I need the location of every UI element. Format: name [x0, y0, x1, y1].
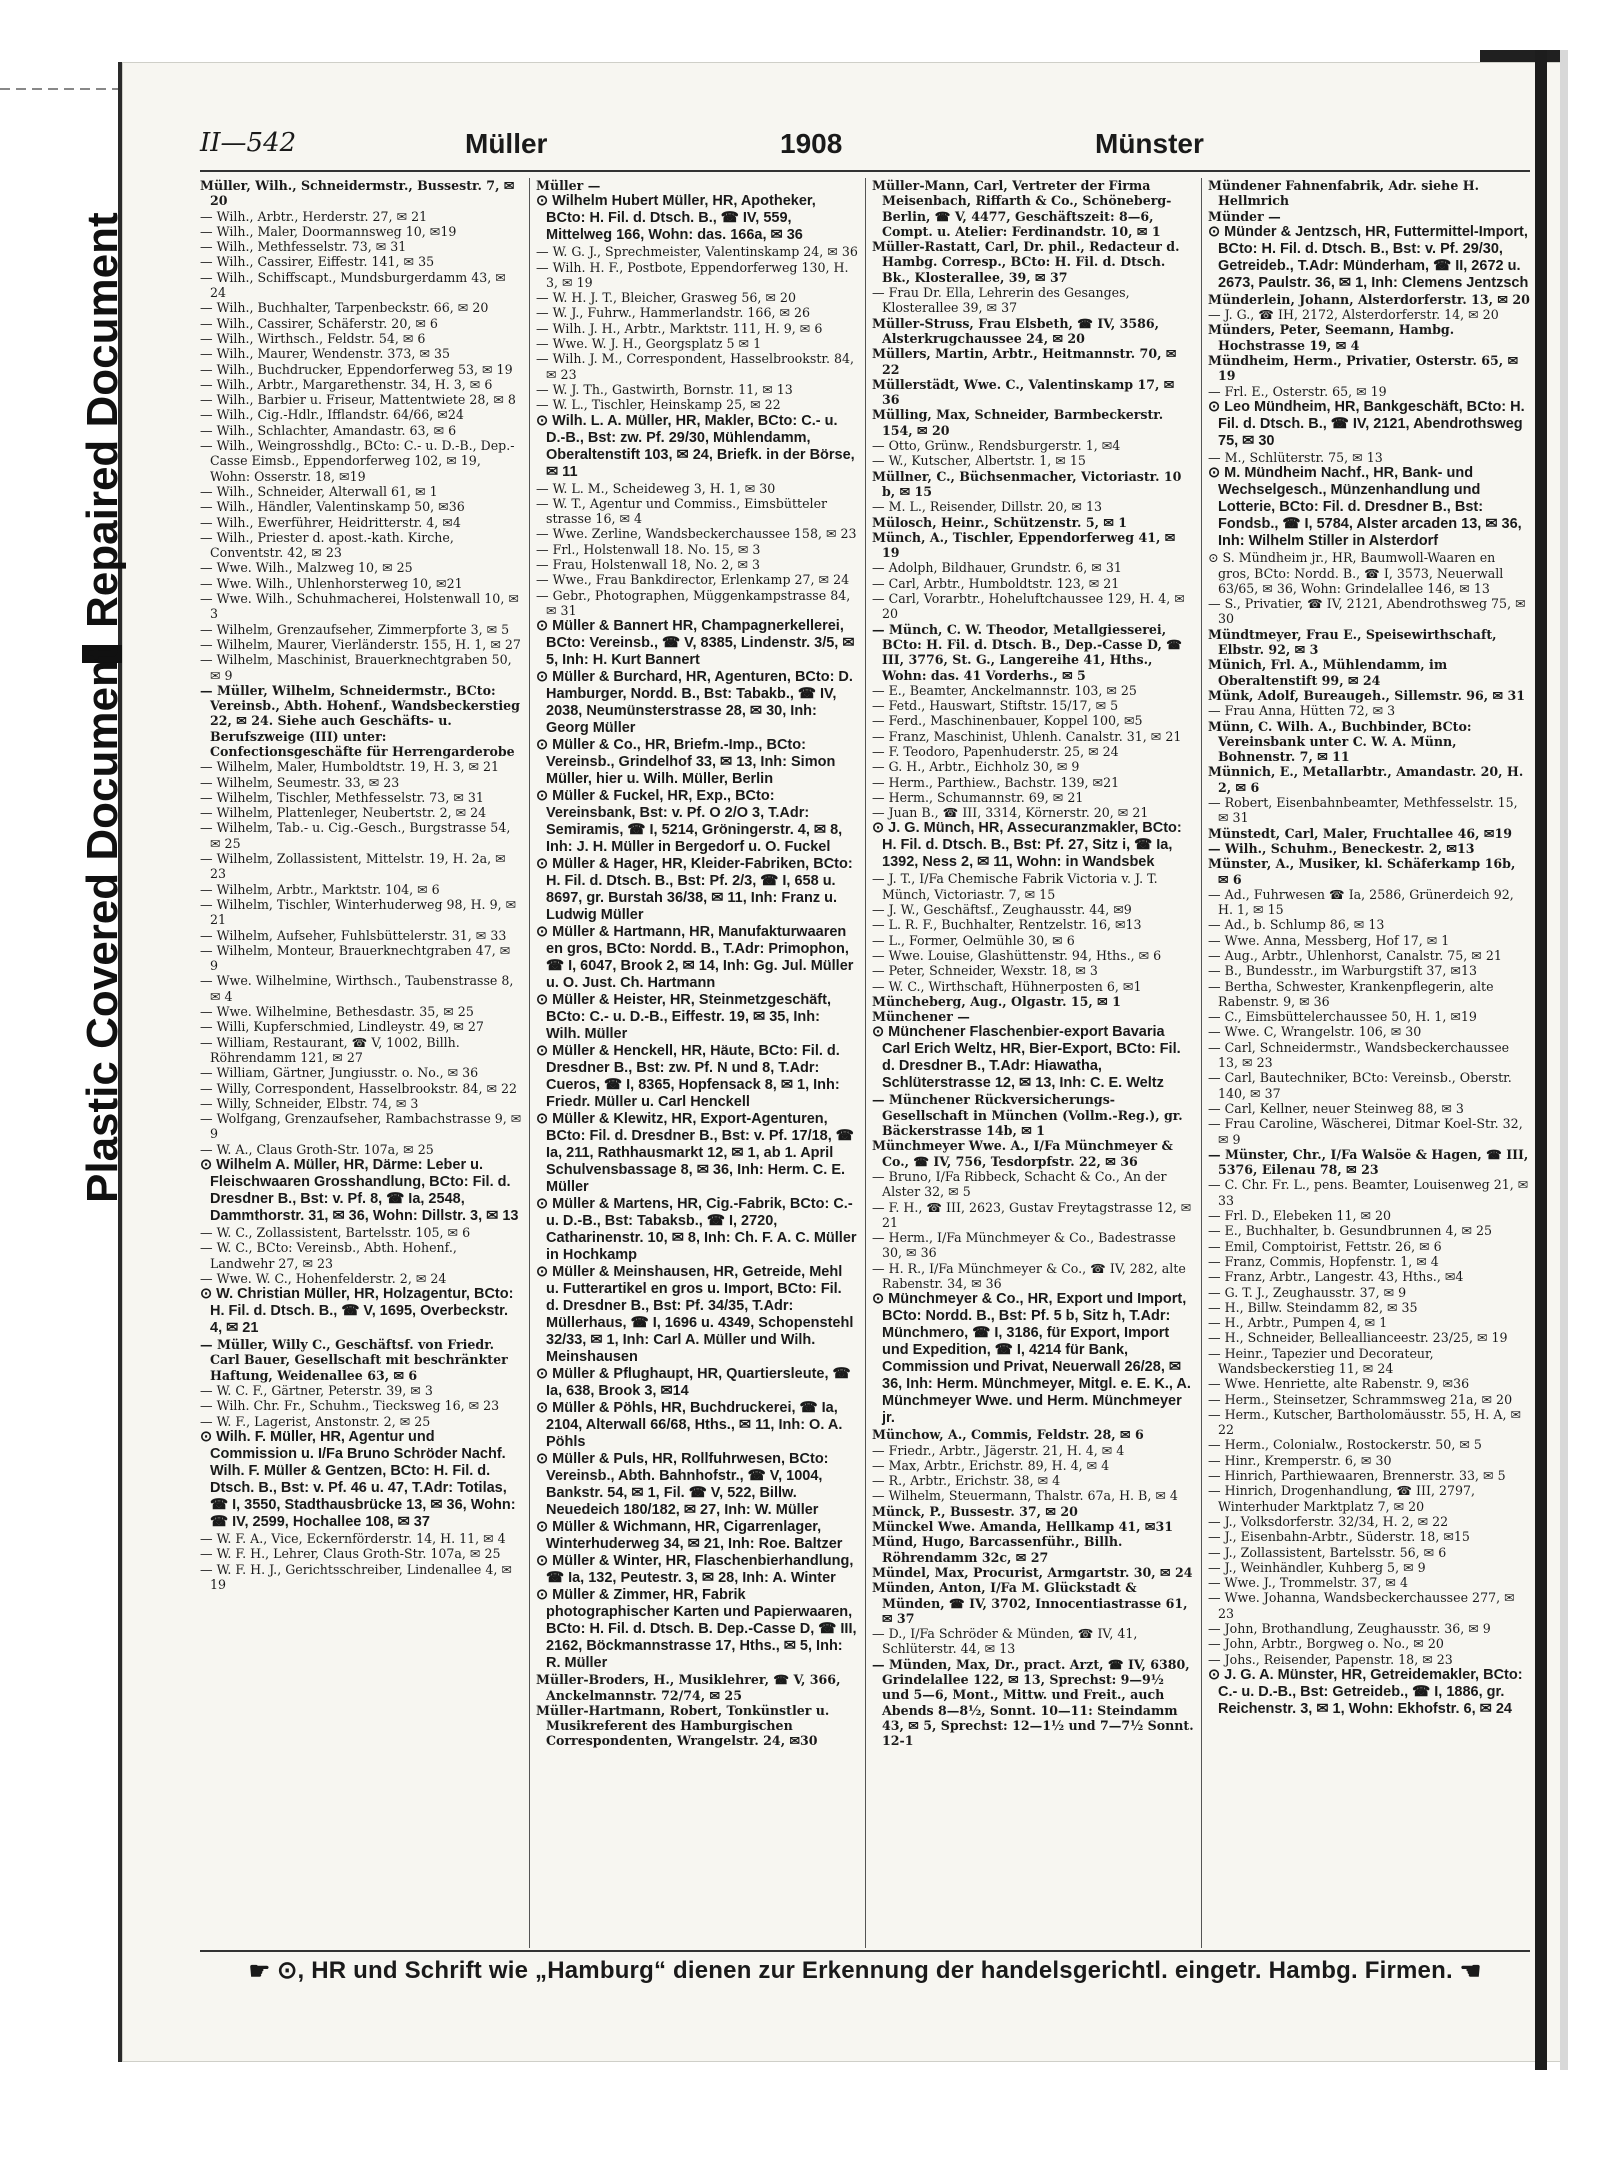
directory-entry: — Otto, Grünw., Rendsburgerstr. 1, ✉4	[872, 438, 1121, 454]
directory-entry: — Wilhelm, Maler, Humboldtstr. 19, H. 3, ✉ 21	[200, 759, 500, 775]
directory-entry: Münderlein, Johann, Alsterdorferstr. 13, ✉ 20	[1208, 291, 1530, 307]
directory-entry: ⊙ Müller & Co., HR, Briefm.-Imp., BCto: Vereinsb., Grindelhof 33, ✉ 13, Inh: Simon Müller, hier u. Wilh. Müller, Berlin	[536, 737, 836, 788]
directory-entry: Müller-Struss, Frau Elsbeth, ☎ IV, 3586, Alsterkrugchaussee 24, ✉ 20	[872, 315, 1160, 346]
directory-entry: — Münden, Max, Dr., pract. Arzt, ☎ IV, 6380, Grindelallee 122, ✉ 13, Sprechst: 9—9½ und 5—6, Mont., Mittw. und Freit., auch Abends 8—8½, Sonnt. 10—11: Steindamm 43, ✉ 5, Sprechst: 12—1½ und 7—7½ Sonnt. 12-1	[872, 1656, 1194, 1749]
directory-entry: — J., Eisenbahn-Arbtr., Süderstr. 18, ✉15	[1208, 1529, 1470, 1545]
directory-entry: Münch, A., Tischler, Eppendorferweg 41, ✉ 19	[872, 529, 1176, 561]
directory-entry: Münder —	[1208, 208, 1281, 224]
directory-entry: — Wilhelm, Grenzaufseher, Zimmerpforte 3, ✉ 5	[200, 621, 510, 637]
directory-entry: — Wilh. J. H., Arbtr., Marktstr. 111, H. 9, ✉ 6	[536, 320, 823, 336]
header-first-word: Müller	[465, 128, 548, 159]
directory-entry: — Wilh., Händler, Valentinskamp 50, ✉36	[200, 499, 465, 515]
header-year: 1908	[780, 128, 843, 159]
directory-entry: — W. A., Claus Groth-Str. 107a, ✉ 25	[200, 1141, 434, 1157]
directory-entry: — Wwe. Wilh., Schuhmacherei, Holstenwall 10, ✉ 3	[200, 591, 519, 622]
directory-entry: — C. Chr. Fr. L., pens. Beamter, Louisenweg 21, ✉ 33	[1208, 1177, 1529, 1208]
directory-entry: ⊙ Wilh. F. Müller, HR, Agentur und Commission u. I/Fa Bruno Schröder Nachf. Wilh. F. Müller & Gentzen, BCto: H. Fil. d. Dtsch. B., Bst: v. Pf. 46 u. 47, T.Adr: Totilas, ☎ I, 3550, Stadthausbrücke 13, ✉ 36, Wohn: ☎ IV, 2599, Hochallee 108, ✉ 37	[200, 1428, 516, 1530]
directory-entry: — Frau Dr. Ella, Lehrerin des Gesanges, Klosterallee 39, ✉ 37	[872, 285, 1130, 316]
directory-entry: Müllers, Martin, Arbtr., Heitmannstr. 70, ✉ 22	[872, 346, 1177, 377]
page-number: II—542	[200, 128, 297, 158]
directory-entry: — J. G., ☎ IH, 2172, Alsterdorferstr. 14, ✉ 20	[1208, 307, 1499, 323]
directory-entry: — Wilhelm, Steuermann, Thalstr. 67a, H. B, ✉ 4	[872, 1488, 1178, 1504]
column-2	[536, 178, 858, 1948]
directory-entry: — Wilh., Methfesselstr. 73, ✉ 31	[200, 239, 407, 255]
directory-entry: Müllner, C., Büchsenmacher, Victoriastr. 10 b, ✉ 15	[872, 468, 1182, 499]
header-last-word: Münster	[1095, 128, 1204, 159]
directory-entry: — W. C. F., Gärtner, Peterstr. 39, ✉ 3	[200, 1383, 433, 1399]
directory-entry: — Ad., b. Schlump 86, ✉ 13	[1208, 917, 1385, 933]
directory-entry: — Wilhelm, Zollassistent, Mittelstr. 19, H. 2a, ✉ 23	[200, 851, 506, 882]
directory-entry: — Emil, Comptoirist, Fettstr. 26, ✉ 6	[1208, 1238, 1442, 1254]
directory-entry: — Wilh. H. F., Postbote, Eppendorferweg 130, H. 3, ✉ 19	[536, 259, 849, 290]
directory-entry: ⊙ Müller & Martens, HR, Cig.-Fabrik, BCto: C.- u. D.-B., Bst: Tabaksb., ☎ I, 2720, Catharinenstr. 10, ✉ 8, Inh: Ch. F. A. C. Müller in Hochkamp	[536, 1196, 857, 1264]
directory-entry: — Bruno, I/Fa Ribbeck, Schacht & Co., An der Alster 32, ✉ 5	[872, 1168, 1167, 1200]
directory-entry: Müller-Broders, H., Musiklehrer, ☎ V, 366, Anckelmannstr. 72/74, ✉ 25	[536, 1672, 841, 1703]
crop-mark	[0, 88, 118, 90]
directory-entry: — E., Buchhalter, b. Gesundbrunnen 4, ✉ 25	[1208, 1223, 1493, 1239]
directory-entry: — Franz, Arbtr., Langestr. 43, Hths., ✉4	[1208, 1269, 1464, 1285]
directory-entry: — Wilh., Buchhalter, Tarpenbeckstr. 66, ✉ 20	[200, 300, 489, 316]
directory-entry: — W. F. H. J., Gerichtsschreiber, Lindenallee 4, ✉ 19	[200, 1561, 512, 1592]
page-edge-shadow	[1535, 50, 1547, 2070]
directory-entry: — Willy, Schneider, Elbstr. 74, ✉ 3	[200, 1095, 419, 1111]
directory-entry: — Wilh., Schneider, Alterwall 61, ✉ 1	[200, 483, 438, 499]
directory-entry: — Wilh., Cassirer, Eiffestr. 141, ✉ 35	[200, 254, 435, 270]
directory-entry: — Max, Arbtr., Erichstr. 89, H. 4, ✉ 4	[872, 1457, 1110, 1473]
directory-entry: — W. F. A., Vice, Eckernförderstr. 14, H. 11, ✉ 4	[200, 1530, 506, 1546]
directory-entry: Münckel Wwe. Amanda, Hellkamp 41, ✉31	[872, 1519, 1173, 1535]
directory-entry: — D., I/Fa Schröder & Münden, ☎ IV, 41, Schlüterstr. 44, ✉ 13	[872, 1626, 1138, 1657]
directory-entry: — Robert, Eisenbahnbeamter, Methfesselstr. 15, ✉ 31	[1208, 795, 1518, 826]
directory-entry: — Carl, Schneidermstr., Wandsbeckerchaussee 13, ✉ 23	[1208, 1039, 1510, 1071]
page-edge-paper	[1560, 50, 1568, 2070]
directory-entry: — F. Teodoro, Papenhuderstr. 25, ✉ 24	[872, 743, 1119, 759]
directory-entry: — Wilhelm, Maurer, Vierländerstr. 155, H. 1, ✉ 27	[200, 636, 521, 652]
directory-entry: — Hinr., Kremperstr. 6, ✉ 30	[1208, 1452, 1392, 1468]
directory-entry: — Wilh. J. M., Correspondent, Hasselbrookstr. 84, ✉ 23	[536, 351, 855, 382]
directory-entry: — Herm., Colonialw., Rostockerstr. 50, ✉ 5	[1208, 1437, 1482, 1453]
directory-entry: Münich, Frl. A., Mühlendamm, im Oberaltenstift 99, ✉ 24	[1208, 657, 1448, 688]
directory-entry: — Müller, Willy C., Geschäftsf. von Friedr. Carl Bauer, Gesellschaft mit beschränkter Haftung, Weidenallee 63, ✉ 6	[200, 1337, 508, 1383]
directory-entry: — Wilh., Schiffscapt., Mundsburgerdamm 43, ✉ 24	[200, 269, 506, 301]
directory-entry: — Münch, C. W. Theodor, Metallgiesserei, BCto: H. Fil. d. Dtsch. B., Dep.-Casse D, ☎ III, 3776, St. G., Langereihe 41, Hths., Wohn: das. 41 Vorderhs., ✉ 5	[872, 621, 1182, 683]
directory-entry: — Fetd., Hauswart, Stiftstr. 15/17, ✉ 5	[872, 698, 1119, 714]
directory-entry: — Wwe. Johanna, Wandsbeckerchaussee 277, ✉ 23	[1208, 1590, 1515, 1621]
directory-entry: — H. R., I/Fa Münchmeyer & Co., ☎ IV, 282, alte Rabenstr. 34, ✉ 36	[872, 1260, 1186, 1291]
column-rule	[1201, 178, 1202, 1948]
directory-entry: Müncheberg, Aug., Olgastr. 15, ✉ 1	[872, 993, 1121, 1009]
directory-entry: — Willy, Correspondent, Hasselbrookstr. 84, ✉ 22	[200, 1080, 518, 1096]
directory-entry: — Wilhelm, Maschinist, Brauerknechtgraben 50, ✉ 9	[200, 652, 512, 683]
directory-entry: Müllerstädt, Wwe. C., Valentinskamp 17, ✉ 36	[872, 376, 1175, 408]
directory-entry: — Frl., Holstenwall 18. No. 15, ✉ 3	[536, 541, 761, 557]
directory-entry: — J., Zollassistent, Bartelsstr. 56, ✉ 6	[1208, 1544, 1447, 1560]
directory-entry: ⊙ Münchener Flaschenbier-export Bavaria Carl Erich Weltz, HR, Bier-Export, BCto: Fil. d. Dresdner B., T.Adr: Hiawatha, Schlüterstrasse 12, ✉ 13, Inh: C. E. Weltz	[872, 1024, 1181, 1092]
directory-entry: — W. F. H., Lehrer, Claus Groth-Str. 107a, ✉ 25	[200, 1546, 501, 1562]
directory-entry: Müller —	[536, 178, 601, 193]
directory-entry: — Wilh. Chr. Fr., Schuhm., Tiecksweg 16, ✉ 23	[200, 1398, 500, 1414]
directory-entry: Mündheim, Herm., Privatier, Osterstr. 65, ✉ 19	[1208, 353, 1519, 384]
directory-entry: — Carl, Vorarbtr., Hoheluftchaussee 129, H. 4, ✉ 20	[872, 591, 1185, 622]
directory-entry: ⊙ S. Mündheim jr., HR, Baumwoll-Waaren en gros, BCto: Nordd. B., ☎ I, 3573, Neuerwall 63/65, ✉ 36, Wohn: Grindelallee 146, ✉ 13	[1208, 550, 1504, 596]
directory-entry: — W. C., Zollassistent, Bartelsstr. 105, ✉ 6	[200, 1225, 471, 1240]
directory-entry: — William, Restaurant, ☎ V, 1002, Billh. Röhrendamm 121, ✉ 27	[200, 1034, 460, 1065]
directory-entry: ⊙ Müller & Zimmer, HR, Fabrik photographischer Karten und Papierwaaren, BCto: H. Fil. d. Dtsch. B. Dep.-Casse D, ☎ III, 2162, Böckmannstrasse 17, Hths., ✉ 5, Inh: R. Müller	[536, 1587, 857, 1672]
directory-entry: — J. T., I/Fa Chemische Fabrik Victoria v. J. T. Münch, Victoriastr. 7, ✉ 15	[872, 871, 1158, 902]
directory-entry: — W. G. J., Sprechmeister, Valentinskamp 24, ✉ 36	[536, 244, 858, 260]
directory-entry: — Wilh., Wirthsch., Feldstr. 54, ✉ 6	[200, 330, 426, 346]
directory-entry: ⊙ Wilhelm Hubert Müller, HR, Apotheker, BCto: H. Fil. d. Dtsch. B., ☎ IV, 559, Mittelweg 166, Wohn: das. 166a, ✉ 36	[536, 193, 816, 244]
pointing-hand-right-icon: ☚	[1459, 1958, 1482, 1986]
directory-entry: — John, Brothandlung, Zeughausstr. 36, ✉ 9	[1208, 1621, 1491, 1637]
directory-entry: — G. H., Arbtr., Eichholz 30, ✉ 9	[872, 759, 1080, 775]
directory-entry: — Bertha, Schwester, Krankenpflegerin, alte Rabenstr. 9, ✉ 36	[1208, 978, 1494, 1009]
directory-entry: — Wwe. Wilh., Uhlenhorsterweg 10, ✉21	[200, 575, 463, 591]
directory-entry: ⊙ Münchmeyer & Co., HR, Export und Import, BCto: Nordd. B., Bst: Pf. 5 b, Sitz h, T.Adr: Münchmero, ☎ I, 3186, für Export, Import und Expedition, ☎ I, 4214 für Bank, Commission und Privat, Neuerwall 26/28, ✉ 36, Inh: Herm. Münchmeyer, Mitgl. e. E. K., A. Münchmeyer Wwe. und Herm. Münchmeyer jr.	[872, 1291, 1191, 1427]
directory-entry: — Hinrich, Parthiewaaren, Brennerstr. 33, ✉ 5	[1208, 1468, 1506, 1484]
directory-entry: — Wilhelm, Monteur, Brauerknechtgraben 47, ✉ 9	[200, 942, 511, 974]
directory-entry: — Franz, Maschinist, Uhlenh. Canalstr. 31, ✉ 21	[872, 728, 1182, 744]
directory-entry: — Wilh., Maurer, Wendenstr. 373, ✉ 35	[200, 346, 451, 362]
directory-entry: — Wilhelm, Tab.- u. Cig.-Gesch., Burgstrasse 54, ✉ 25	[200, 820, 511, 851]
directory-entry: — Wwe. C, Wrangelstr. 106, ✉ 30	[1208, 1024, 1422, 1040]
directory-entry: — William, Gärtner, Jungiusstr. o. No., ✉ 36	[200, 1065, 479, 1081]
directory-entry: Mündtmeyer, Frau E., Speisewirthschaft, Elbstr. 92, ✉ 3	[1208, 626, 1497, 658]
directory-entry: — Friedr., Arbtr., Jägerstr. 21, H. 4, ✉ 4	[872, 1442, 1125, 1458]
directory-entry: — W. F., Lagerist, Anstonstr. 2, ✉ 25	[200, 1413, 431, 1429]
directory-entry: — John, Arbtr., Borgweg o. No., ✉ 20	[1208, 1636, 1444, 1652]
directory-entry: — J., Weinhändler, Kuhberg 5, ✉ 9	[1208, 1559, 1426, 1575]
directory-entry: — Wwe. W. J. H., Georgsplatz 5 ✉ 1	[536, 336, 762, 352]
directory-entry: — Herm., I/Fa Münchmeyer & Co., Badestrasse 30, ✉ 36	[872, 1230, 1176, 1261]
directory-entry: — W. L., Tischler, Heinskamp 25, ✉ 22	[536, 397, 781, 413]
directory-entry: — Aug., Arbtr., Uhlenhorst, Canalstr. 75, ✉ 21	[1208, 947, 1502, 963]
directory-entry: ⊙ W. Christian Müller, HR, Holzagentur, BCto: H. Fil. d. Dtsch. B., ☎ V, 1695, Overbeckstr. 4, ✉ 21	[200, 1286, 514, 1337]
directory-entry: — Wwe. W. C., Hohenfelderstr. 2, ✉ 24	[200, 1270, 447, 1286]
directory-entry: — Wwe. Zerline, Wandsbeckerchaussee 158, ✉ 23	[536, 526, 857, 542]
directory-entry: — H., Schneider, Belleallianceestr. 23/25, ✉ 19	[1208, 1330, 1508, 1346]
directory-entry: — Wilh., Arbtr., Margarethenstr. 34, H. 3, ✉ 6	[200, 376, 493, 392]
directory-entry: — Peter, Schneider, Wexstr. 18, ✉ 3	[872, 963, 1098, 979]
directory-entry: — E., Beamter, Anckelmannstr. 103, ✉ 25	[872, 682, 1137, 698]
page-footer	[200, 1956, 1530, 1996]
directory-entry: Müller-Rastatt, Carl, Dr. phil., Redacteur d. Hambg. Corresp., BCto: H. Fil. d. Dtsch. Bk., Klosterallee, 39, ✉ 37	[872, 239, 1180, 285]
directory-entry: ⊙ Müller & Fuckel, HR, Exp., BCto: Vereinsbank, Bst: v. Pf. O 2/O 3, T.Adr: Semiramis, ☎ I, 5214, Gröningerstr. 4, ✉ 8, Inh: J. H. Müller in Bergedorf u. O. Fuckel	[536, 788, 843, 856]
directory-entry: — Wilh., Schlachter, Amandastr. 63, ✉ 6	[200, 422, 457, 438]
header-rule	[200, 170, 1530, 172]
directory-entry: — J. W., Geschäftsf., Zeughausstr. 44, ✉9	[872, 902, 1132, 918]
directory-entry: — Carl, Arbtr., Humboldtstr. 123, ✉ 21	[872, 575, 1120, 591]
directory-entry: — Wilhelm, Aufseher, Fuhlsbüttelerstr. 31, ✉ 33	[200, 927, 507, 943]
directory-entry: — Wwe. Henriette, alte Rabenstr. 9, ✉36	[1208, 1376, 1470, 1392]
directory-entry: — Hinrich, Drogenhandlung, ☎ III, 2797, Winterhuder Marktplatz 7, ✉ 20	[1208, 1483, 1476, 1514]
directory-entry: — Münchener Rückversicherungs-Gesellschaft in München (Vollm.-Reg.), gr. Bäckerstrasse 14b, ✉ 1	[872, 1092, 1183, 1139]
directory-entry: — W. J. Th., Gastwirth, Bornstr. 11, ✉ 13	[536, 381, 793, 397]
directory-entry: — Wwe., Frau Bankdirector, Erlenkamp 27, ✉ 24	[536, 572, 850, 588]
directory-entry: — Wilhelm, Seumestr. 33, ✉ 23	[200, 774, 400, 790]
directory-entry: — Gebr., Photographen, Müggenkampstrasse 84, ✉ 31	[536, 587, 851, 618]
directory-entry: Münchener —	[872, 1009, 970, 1025]
directory-entry: — Frau Caroline, Wäscherei, Ditmar Koel-Str. 32, ✉ 9	[1208, 1116, 1523, 1147]
repaired-document-label: Repaired Document	[78, 212, 127, 628]
directory-entry: ⊙ M. Mündheim Nachf., HR, Bank- und Wechselgesch., Münzenhandlung und Lotterie, BCto: Fil. d. Dresdner B., Bst: Fondsb., ☎ I, 5784, Alster arcaden 13, ✉ 36, Inh: Wilhelm Stiller in Alsterdorf	[1208, 465, 1522, 550]
directory-entry: — Frau, Holstenwall 18, No. 2, ✉ 3	[536, 557, 761, 573]
directory-entry: — W. H. J. T., Bleicher, Grasweg 56, ✉ 20	[536, 290, 796, 306]
directory-entry: — Wolfgang, Grenzaufseher, Rambachstrasse 9, ✉ 9	[200, 1111, 522, 1142]
directory-entry: Münnich, E., Metallarbtr., Amandastr. 20, H. 2, ✉ 6	[1208, 764, 1524, 795]
directory-entry: Münden, Anton, I/Fa M. Glückstadt & Münden, ☎ IV, 3702, Innocentiastrasse 61, ✉ 37	[872, 1580, 1188, 1626]
footer-rule	[200, 1950, 1530, 1952]
directory-entry: — Wilhelm, Tischler, Methfesselstr. 73, ✉ 31	[200, 789, 484, 805]
column-1	[200, 178, 522, 1948]
column-rule	[529, 178, 530, 1948]
directory-entry: — Wilh., Ewerführer, Heidritterstr. 4, ✉4	[200, 514, 461, 530]
directory-entry: ⊙ Müller & Klewitz, HR, Export-Agenturen, BCto: Fil. d. Dresdner B., Bst: v. Pf. 17/18, ☎ Ia, 211, Rathhausmarkt 12, ✉ 1, ab 1. April Schulvensbassage 8, ✉ 36, Inh: Herm. C. E. Müller	[536, 1111, 854, 1196]
directory-entry: — Herm., Steinsetzer, Schrammsweg 21a, ✉ 20	[1208, 1391, 1513, 1407]
pointing-hand-left-icon: ☛	[248, 1958, 271, 1986]
directory-entry: ⊙ Müller & Puls, HR, Rollfuhrwesen, BCto: Vereinsb., Abth. Bahnhofstr., ☎ V, 1004, Bankstr. 54, ✉ 1, Fil. ☎ V, 522, Billw. Neuedeich 180/182, ✉ 27, Inh: W. Müller	[536, 1451, 829, 1519]
directory-entry: — Heinr., Tapezier und Decorateur, Wandsbeckerstieg 11, ✉ 24	[1208, 1345, 1434, 1376]
directory-entry: — Willi, Kupferschmied, Lindleystr. 49, ✉ 27	[200, 1019, 484, 1035]
directory-entry: — Adolph, Bildhauer, Grundstr. 6, ✉ 31	[872, 560, 1122, 576]
directory-entry: — Wwe. Louise, Glashüttenstr. 94, Hths., ✉ 6	[872, 947, 1162, 963]
directory-entry: — Wilhelm, Tischler, Winterhuderweg 98, H. 9, ✉ 21	[200, 896, 517, 928]
column-3	[872, 178, 1194, 1948]
directory-entry: — M. L., Reisender, Dillstr. 20, ✉ 13	[872, 499, 1102, 515]
directory-entry: — H., Arbtr., Pumpen 4, ✉ 1	[1208, 1315, 1388, 1331]
directory-entry: Mülling, Max, Schneider, Barmbeckerstr. 154, ✉ 20	[872, 407, 1164, 438]
directory-entry: — Wilh., Buchdrucker, Eppendorferweg 53, ✉ 19	[200, 361, 513, 377]
directory-entry: Müller-Hartmann, Robert, Tonkünstler u. Musikreferent des Hamburgischen Correspondenten, Wrangelstr. 24, ✉30	[536, 1702, 830, 1749]
directory-entry: Mündener Fahnenfabrik, Adr. siehe H. Hellmrich	[1208, 178, 1479, 209]
plastic-covered-document-label: Plastic Covered Document	[78, 645, 127, 1203]
directory-entry: — H., Billw. Steindamm 82, ✉ 35	[1208, 1299, 1418, 1315]
directory-entry: — W. J., Fuhrw., Hammerlandstr. 166, ✉ 26	[536, 305, 811, 321]
directory-entry: Münn, C. Wilh. A., Buchbinder, BCto: Vereinsbank unter C. W. A. Münn, Bohnenstr. 7, ✉ 11	[1208, 718, 1472, 765]
directory-entry: ⊙ J. G. Münch, HR, Assecuranzmakler, BCto: H. Fil. d. Dtsch. B., Bst: Pf. 27, Sitz i, ☎ Ia, 1392, Ness 2, ✉ 11, Wohn: in Wandsbek	[872, 820, 1182, 871]
directory-entry: — Wwe. J., Trommelstr. 37, ✉ 4	[1208, 1575, 1408, 1591]
directory-entry: — Wilhelm, Plattenleger, Neubertstr. 2, ✉ 24	[200, 805, 487, 821]
directory-entry: ⊙ Müller & Meinshausen, HR, Getreide, Mehl u. Futterartikel en gros u. Import, BCto: Fil. d. Dresdner B., Bst: Pf. 34/35, T.Adr: Müllerhaus, ☎ I, 1696 u. 4349, Schopenstehl 32/33, ✉ 1, Inh: Carl A. Müller und Wilh. Meinshausen	[536, 1264, 854, 1366]
directory-entry: Mündel, Max, Procurist, Armgartstr. 30, ✉ 24	[872, 1564, 1193, 1580]
directory-entry: — Wilh., Cassirer, Schäferstr. 20, ✉ 6	[200, 315, 438, 331]
directory-entry: ⊙ Müller & Heister, HR, Steinmetzgeschäft, BCto: C.- u. D.-B., Eiffestr. 19, ✉ 35, Inh: Wilh. Müller	[536, 992, 831, 1043]
directory-entry: — Carl, Kellner, neuer Steinweg 88, ✉ 3	[1208, 1100, 1464, 1116]
directory-entry: Münstedt, Carl, Maler, Fruchtallee 46, ✉19	[1208, 825, 1512, 841]
column-rule	[865, 178, 866, 1948]
directory-entry: ⊙ Müller & Burchard, HR, Agenturen, BCto: D. Hamburger, Nordd. B., Bst: Tabakb., ☎ IV, 2038, Neumünsterstrasse 28, ✉ 30, Inh: Georg Müller	[536, 669, 853, 737]
directory-entry: — Wilh., Barbier u. Friseur, Mattentwiete 28, ✉ 8	[200, 392, 516, 408]
directory-entry: — Wilh., Maler, Doormannsweg 10, ✉19	[200, 223, 457, 239]
directory-entry: — Wilhelm, Arbtr., Marktstr. 104, ✉ 6	[200, 881, 440, 897]
directory-entry: Münster, A., Musiker, kl. Schäferkamp 16b, ✉ 6	[1208, 856, 1516, 887]
directory-entry: ⊙ Müller & Bannert HR, Champagnerkellerei, BCto: Vereinsb., ☎ V, 8385, Lindenstr. 3/5, ✉ 5, Inh: H. Kurt Bannert	[536, 618, 855, 669]
directory-entry: Münd, Hugo, Barcassenführ., Billh. Röhrendamm 32c, ✉ 27	[872, 1534, 1123, 1565]
directory-entry: — F. H., ☎ III, 2623, Gustav Freytagstrasse 12, ✉ 21	[872, 1199, 1192, 1230]
directory-entry: Müller, Wilh., Schneidermstr., Bussestr. 7, ✉ 20	[200, 178, 515, 209]
directory-entry: ⊙ Müller & Pöhls, HR, Buchdruckerei, ☎ Ia, 2104, Alterwall 66/68, Hths., ✉ 11, Inh: O. A. Pöhls	[536, 1400, 843, 1451]
directory-entry: ⊙ Müller & Pflughaupt, HR, Quartiersleute, ☎ Ia, 638, Brook 3, ✉14	[536, 1366, 851, 1400]
directory-entry: — Wilh., Weingrosshdlg., BCto: C.- u. D.-B., Dep.-Casse Eimsb., Eppendorferweg 102, ✉ 19, Wohn: Osserstr. 18, ✉19	[200, 438, 515, 484]
footer-note: ⊙, HR und Schrift wie „Hamburg“ dienen zur Erkennung der handelsgerichtl. eingetr. Hambg. Firmen.	[277, 1957, 1453, 1984]
directory-entry: — L. R. F., Buchhalter, Rentzelstr. 16, ✉13	[872, 917, 1142, 933]
directory-entry: — Wilh., Priester d. apost.-kath. Kirche, Conventstr. 42, ✉ 23	[200, 529, 454, 561]
directory-entry: ⊙ Müller & Henckell, HR, Häute, BCto: Fil. d. Dresdner B., Bst: zw. Pf. N und 8, T.Adr: Cueros, ☎ I, 8365, Hopfensack 8, ✉ 1, Inh: Friedr. Müller u. Carl Henckell	[536, 1043, 840, 1111]
directory-entry: — W., Kutscher, Albertstr. 1, ✉ 15	[872, 453, 1086, 469]
directory-entry: — G. T. J., Zeughausstr. 37, ✉ 9	[1208, 1284, 1407, 1300]
directory-entry: — B., Bundesstr., im Warburgstift 37, ✉13	[1208, 963, 1477, 979]
directory-entry: — Herm., Kutscher, Bartholomäusstr. 55, H. A, ✉ 22	[1208, 1406, 1522, 1438]
directory-entry: — Wilh., Cig.-Hdlr., Ifflandstr. 64/66, ✉24	[200, 407, 464, 423]
directory-entry: Münk, Adolf, Bureaugeh., Sillemstr. 96, ✉ 31	[1208, 687, 1526, 703]
directory-entry: — Wilh., Schuhm., Beneckestr. 2, ✉13	[1208, 840, 1475, 856]
directory-entry: — Wwe. Wilhelmine, Bethesdastr. 35, ✉ 25	[200, 1004, 474, 1020]
scan-background	[0, 0, 1600, 50]
directory-entry: — Frau Anna, Hütten 72, ✉ 3	[1208, 703, 1396, 719]
directory-columns	[200, 178, 1530, 1948]
directory-entry: ⊙ J. G. A. Münster, HR, Getreidemakler, BCto: C.- u. D.-B., Bst: Getreideb., ☎ I, 1886, gr. Reichenstr. 3, ✉ 1, Wohn: Ekhofstr. 6, ✉ 24	[1208, 1666, 1523, 1717]
directory-entry: — Herm., Parthiew., Bachstr. 139, ✉21	[872, 774, 1120, 790]
directory-entry: ⊙ Müller & Wichmann, HR, Cigarrenlager, Winterhuderweg 34, ✉ 21, Inh: Roe. Baltzer	[536, 1519, 843, 1553]
directory-entry: — Frl. E., Osterstr. 65, ✉ 19	[1208, 383, 1387, 399]
directory-entry: — Müller, Wilhelm, Schneidermstr., BCto: Vereinsb., Abth. Hohenf., Wandsbeckerstieg 22, ✉ 24. Siehe auch Geschäfts- u. Berufszweige (III) unter: Confectionsgeschäfte für Herrengarderobe	[200, 682, 520, 759]
directory-entry: Mülosch, Heinr., Schützenstr. 5, ✉ 1	[872, 514, 1128, 530]
directory-entry: Münders, Peter, Seemann, Hambg. Hochstrasse 19, ✉ 4	[1208, 322, 1455, 353]
directory-entry: — Johs., Reisender, Papenstr. 18, ✉ 23	[1208, 1651, 1453, 1667]
directory-entry: — J., Volksdorferstr. 32/34, H. 2, ✉ 22	[1208, 1513, 1449, 1529]
directory-entry: ⊙ Münder & Jentzsch, HR, Futtermittel-Import, BCto: H. Fil. d. Dtsch. B., Bst: v. Pf. 29/30, Getreideb., T.Adr: Münderham, ☎ II, 2672 u. 2673, Paulstr. 36, ✉ 1, Inh: Clemens Jentzsch	[1208, 223, 1529, 291]
directory-entry: Münchmeyer Wwe. A., I/Fa Münchmeyer & Co., ☎ IV, 756, Tesdorpfstr. 22, ✉ 36	[872, 1138, 1173, 1169]
directory-entry: ⊙ Müller & Hager, HR, Kleider-Fabriken, BCto: H. Fil. d. Dtsch. B., Bst: Pf. 2/3, ☎ I, 658 u. 8697, gr. Burstah 36/38, ✉ 11, Inh: Franz u. Ludwig Müller	[536, 856, 853, 924]
directory-entry: — Franz, Commis, Hopfenstr. 1, ✉ 4	[1208, 1253, 1439, 1269]
directory-entry: — W. L. M., Scheideweg 3, H. 1, ✉ 30	[536, 480, 776, 496]
directory-entry: ⊙ Wilh. L. A. Müller, HR, Makler, BCto: C.- u. D.-B., Bst: zw. Pf. 29/30, Mühlendamm, Oberaltenstift 103, ✉ 24, Briefk. in der Börse, ✉ 11	[536, 412, 855, 480]
directory-entry: ⊙ Wilhelm A. Müller, HR, Därme: Leber u. Fleischwaaren Grosshandlung, BCto: Fil. d. Dresdner B., Bst: v. Pf. 8, ☎ Ia, 2548, Dammthorstr. 31, ✉ 36, Wohn: Dillstr. 3, ✉ 13	[200, 1157, 519, 1224]
directory-entry: — Ferd., Maschinenbauer, Koppel 100, ✉5	[872, 713, 1143, 729]
directory-entry: — W. T., Agentur und Commiss., Eimsbütteler strasse 16, ✉ 4	[536, 495, 828, 527]
directory-entry: Münchow, A., Commis, Feldstr. 28, ✉ 6	[872, 1427, 1144, 1443]
directory-entry: Münck, P., Bussestr. 37, ✉ 20	[872, 1503, 1078, 1519]
directory-entry: — Ad., Fuhrwesen ☎ Ia, 2586, Grünerdeich 92, H. 1, ✉ 15	[1208, 886, 1514, 918]
directory-entry: — Wilh., Arbtr., Herderstr. 27, ✉ 21	[200, 208, 428, 224]
directory-entry: — Herm., Schumannstr. 69, ✉ 21	[872, 789, 1084, 805]
directory-entry: — S., Privatier, ☎ IV, 2121, Abendrothsweg 75, ✉ 30	[1208, 596, 1526, 627]
directory-entry: — C., Eimsbüttelerchaussee 50, H. 1, ✉19	[1208, 1009, 1477, 1025]
directory-entry: — W. C., BCto: Vereinsb., Abth. Hohenf., Landwehr 27, ✉ 23	[200, 1240, 457, 1271]
directory-entry: — Wwe. Wilhelmine, Wirthsch., Taubenstrasse 8, ✉ 4	[200, 973, 514, 1004]
column-4	[1208, 178, 1530, 1948]
directory-entry: — Juan B., ☎ III, 3314, Körnerstr. 20, ✉ 21	[872, 805, 1149, 821]
directory-entry: ⊙ Leo Mündheim, HR, Bankgeschäft, BCto: H. Fil. d. Dtsch. B., ☎ IV, 2121, Abendrothsweg 75, ✉ 30	[1208, 398, 1525, 449]
directory-entry: — Münster, Chr., I/Fa Walsöe & Hagen, ☎ III, 5376, Eilenau 78, ✉ 23	[1208, 1146, 1529, 1178]
directory-entry: Müller-Mann, Carl, Vertreter der Firma Meisenbach, Riffarth & Co., Schöneberg-Berlin, ☎ V, 4477, Geschäftszeit: 8—6, Compt. u. Atelier: Ferdinandstr. 10, ✉ 1	[872, 178, 1172, 239]
directory-entry: ⊙ Müller & Winter, HR, Flaschenbierhandlung, ☎ Ia, 132, Peutestr. 3, ✉ 28, Inh: A. Winter	[536, 1553, 854, 1587]
directory-entry: — Wwe. Anna, Messberg, Hof 17, ✉ 1	[1208, 932, 1450, 948]
directory-entry: ⊙ Müller & Hartmann, HR, Manufakturwaaren en gros, BCto: Nordd. B., T.Adr: Primophon, ☎ I, 6047, Brook 2, ✉ 14, Inh: Gg. Jul. Müller u. O. Just. Ch. Hartmann	[536, 924, 854, 992]
directory-entry: — R., Arbtr., Erichstr. 38, ✉ 4	[872, 1473, 1061, 1489]
directory-entry: — Frl. D., Elebeken 11, ✉ 20	[1208, 1208, 1392, 1224]
directory-entry: — M., Schlüterstr. 75, ✉ 13	[1208, 449, 1383, 465]
page-header	[200, 128, 1530, 168]
directory-entry: — W. C., Wirthschaft, Hühnerposten 6, ✉1	[872, 978, 1142, 994]
directory-entry: — Carl, Bautechniker, BCto: Vereinsb., Oberstr. 140, ✉ 37	[1208, 1070, 1512, 1101]
directory-entry: — Wwe. Wilh., Malzweg 10, ✉ 25	[200, 560, 413, 576]
directory-entry: — L., Former, Oelmühle 30, ✉ 6	[872, 932, 1075, 948]
